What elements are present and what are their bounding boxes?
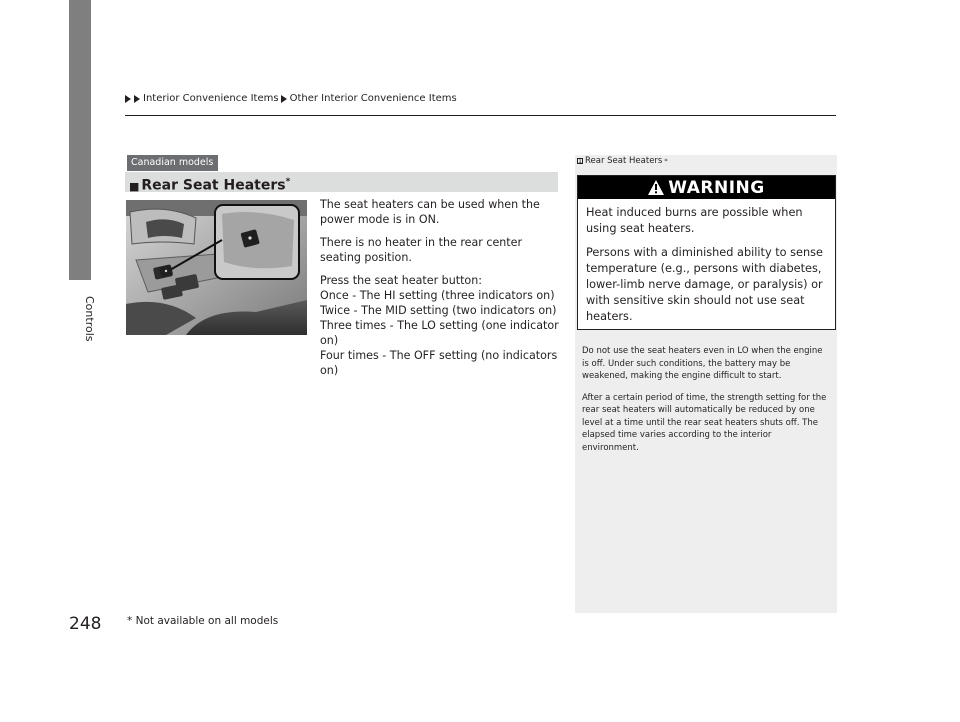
section-heading bbox=[129, 173, 290, 196]
chapter-label: Controls bbox=[83, 296, 96, 342]
warning-label: WARNING bbox=[668, 177, 765, 198]
settings-item: Once - The HI setting (three indicators on) bbox=[320, 289, 555, 302]
warning-triangle-icon bbox=[648, 180, 664, 195]
note-paragraph: Do not use the seat heaters even in LO when the engine is off. Under such conditions, the battery may be weakened, making the engine difficult to start. bbox=[582, 346, 823, 381]
page-number: 248 bbox=[69, 614, 102, 634]
sidebar-title-marker: * bbox=[664, 157, 668, 165]
body-paragraph: The seat heaters can be used when the power mode is in ON. bbox=[320, 198, 540, 226]
heading-text: Rear Seat Heaters bbox=[141, 177, 286, 194]
model-badge: Canadian models bbox=[127, 155, 218, 171]
settings-list bbox=[320, 273, 565, 378]
warning-paragraph: Persons with a diminished ability to sense temperature (e.g., persons with diabetes, lower-limb nerve damage, or paralysis) or with sensitive skin should not use seat heaters. bbox=[586, 246, 823, 323]
sidebar-title bbox=[577, 156, 668, 166]
warning-body bbox=[578, 199, 835, 325]
warning-box bbox=[577, 175, 836, 330]
breadcrumb-arrow-icon bbox=[134, 95, 140, 103]
heading-marker: * bbox=[285, 177, 291, 187]
warning-paragraph: Heat induced burns are possible when using seat heaters. bbox=[586, 206, 803, 235]
chapter-tab bbox=[69, 0, 91, 280]
settings-item: Four times - The OFF setting (no indicators on) bbox=[320, 349, 558, 377]
section-body bbox=[320, 197, 565, 378]
body-paragraph: There is no heater in the rear center seating position. bbox=[320, 236, 523, 264]
breadcrumb-item[interactable]: Interior Convenience Items bbox=[143, 93, 279, 104]
breadcrumb-arrow-icon bbox=[125, 95, 131, 103]
settings-item: Twice - The MID setting (two indicators on) bbox=[320, 304, 557, 317]
header-rule bbox=[125, 115, 836, 116]
settings-item: Three times - The LO setting (one indicator on) bbox=[320, 319, 559, 347]
heading-square-icon: ■ bbox=[129, 179, 140, 193]
sidebar-title-text[interactable]: Rear Seat Heaters bbox=[585, 156, 663, 166]
footnote: * Not available on all models bbox=[127, 615, 279, 627]
body-paragraph: Press the seat heater button: bbox=[320, 274, 482, 287]
breadcrumb-arrow-icon bbox=[281, 95, 287, 103]
breadcrumb bbox=[125, 93, 457, 104]
seat-heater-button-photo bbox=[126, 200, 307, 335]
note-paragraph: After a certain period of time, the strength setting for the rear seat heaters will automatically be reduced by one level at a time until the rear seat heaters shuts off. The elapsed time varies according to the interior environment. bbox=[582, 392, 827, 453]
sidebar-notes bbox=[582, 345, 830, 463]
warning-header bbox=[578, 176, 835, 199]
breadcrumb-item[interactable]: Other Interior Convenience Items bbox=[289, 93, 457, 104]
reference-box-icon: 1 bbox=[578, 158, 582, 165]
